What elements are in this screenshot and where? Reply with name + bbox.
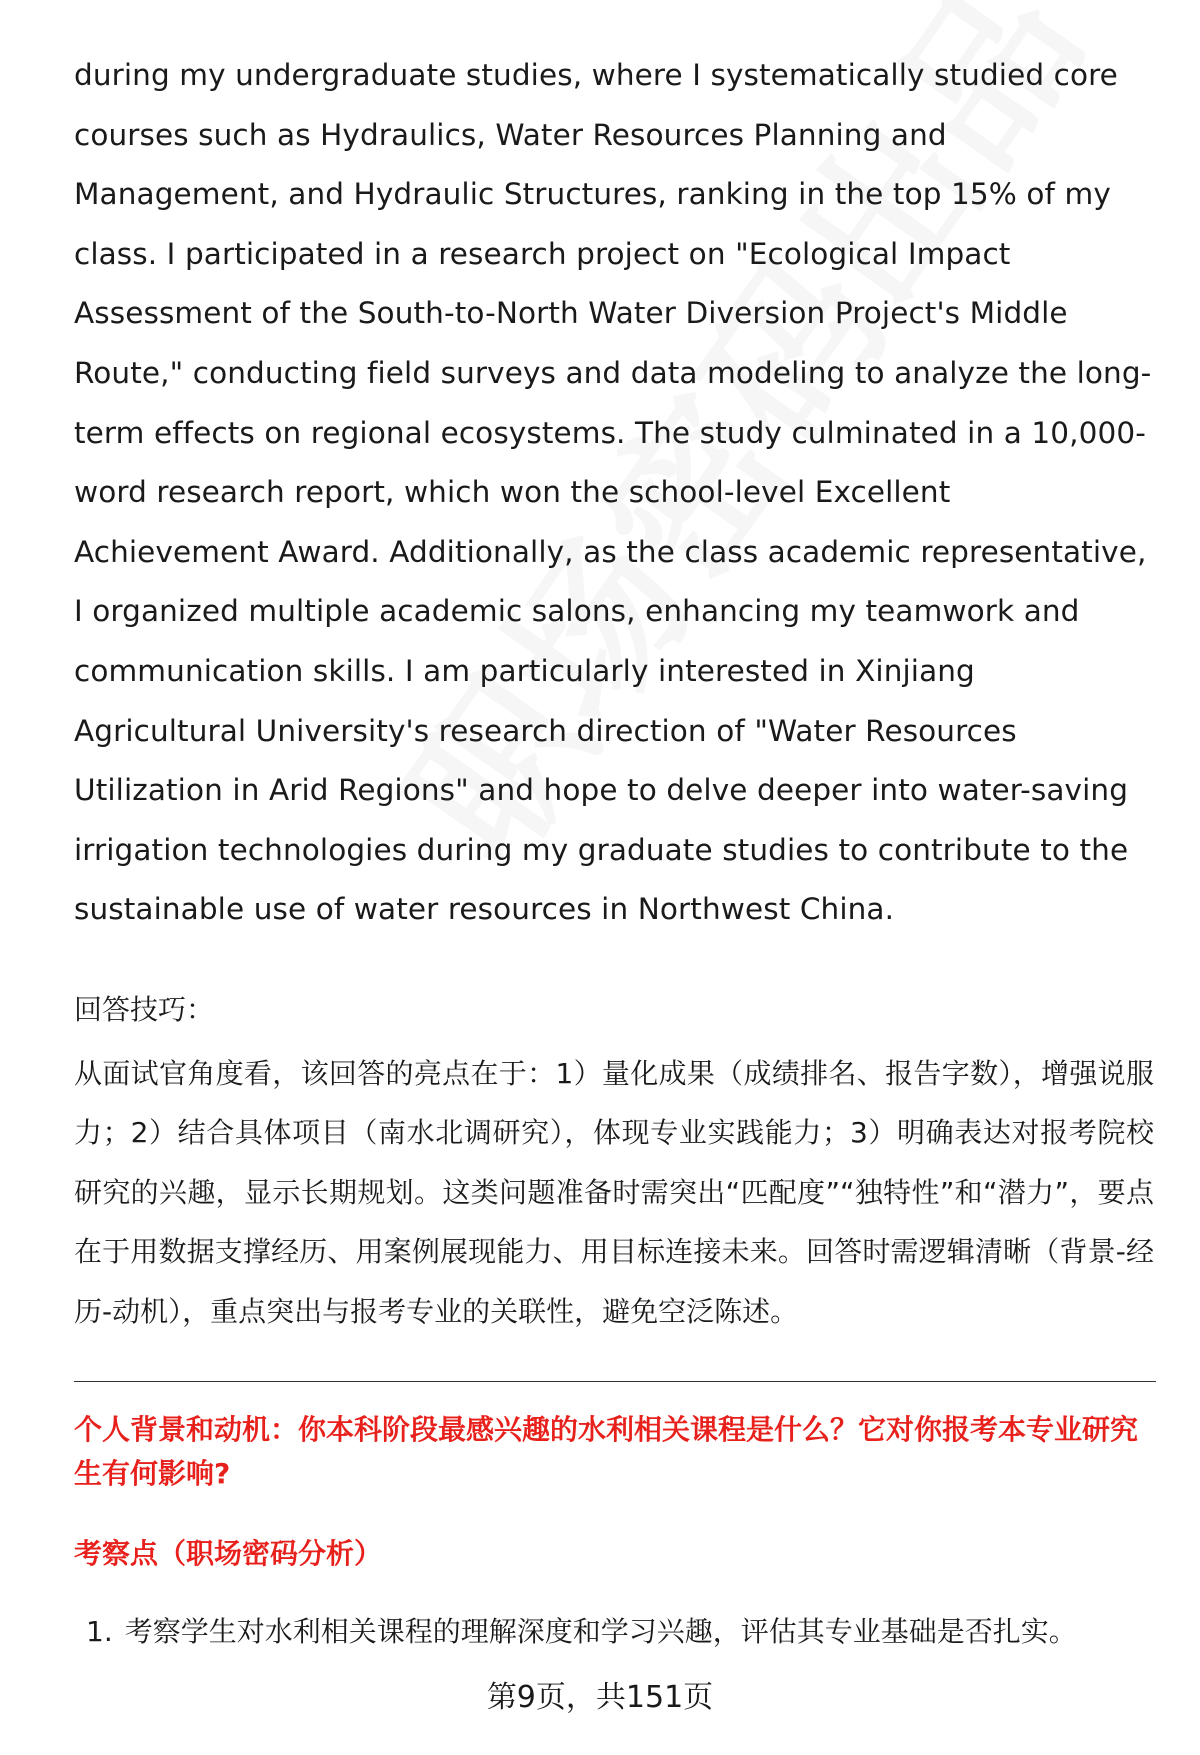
document-page [74,46,1154,1654]
page-footer: 第9页，共151页 [486,1680,714,1715]
list-item-number: 1. [86,1615,113,1649]
tips-body: 从面试官角度看，该回答的亮点在于：1）量化成果（成绩排名、报告字数），增强说服力；2）结合具体项目（南水北调研究），体现专业实践能力；3）明确表达对报考院校研究的兴趣，显示长期规划。这类问题准备时需突出“匹配度”“独特性”和“潜力”，要点在于用数据支撑经历、用案例展现能力、用目标连接未来。回答时需逻辑清晰（背景-经历-动机），重点突出与报考专业的关联性，避免空泛陈述。 [74,1056,1154,1328]
tips-heading: 回答技巧： [74,992,215,1026]
assessment-heading: 考察点（职场密码分析） [74,1537,383,1571]
list-item-text: 考察学生对水利相关课程的理解深度和学习兴趣，评估其专业基础是否扎实。 [124,1615,1077,1649]
question-title: 个人背景和动机：你本科阶段最感兴趣的水利相关课程是什么？它对你报考本专业研究生有何影响? [74,1413,1139,1491]
answer-paragraph: during my undergraduate studies, where I systematically studied core courses such as Hydraulics, Water Resources Planning and Management, and Hydraulic Structures, ranking in the top 15% of my class. I participated in a research project on "Ecological Impact Assessment of the South-to-North Water Diversion Project's Middle Route," conducting field surveys and data modeling to analyze the long-term effects on regional ecosystems. The study culminated in a 10,000-word research report, which won the school-level Excellent Achievement Award. Additionally, as the class academic representative, I organized multiple academic salons, enhancing my teamwork and communication skills. I am particularly interested in Xinjiang Agricultural University's research direction of "Water Resources Utilization in Arid Regions" and hope to delve deeper into water-saving irrigation technologies during my graduate studies to contribute to the sustainable use of water resources in Northwest China. [74,58,1152,927]
list-item [74,1610,1154,1654]
assessment-list [74,1610,1154,1654]
section-divider [74,1381,1156,1382]
